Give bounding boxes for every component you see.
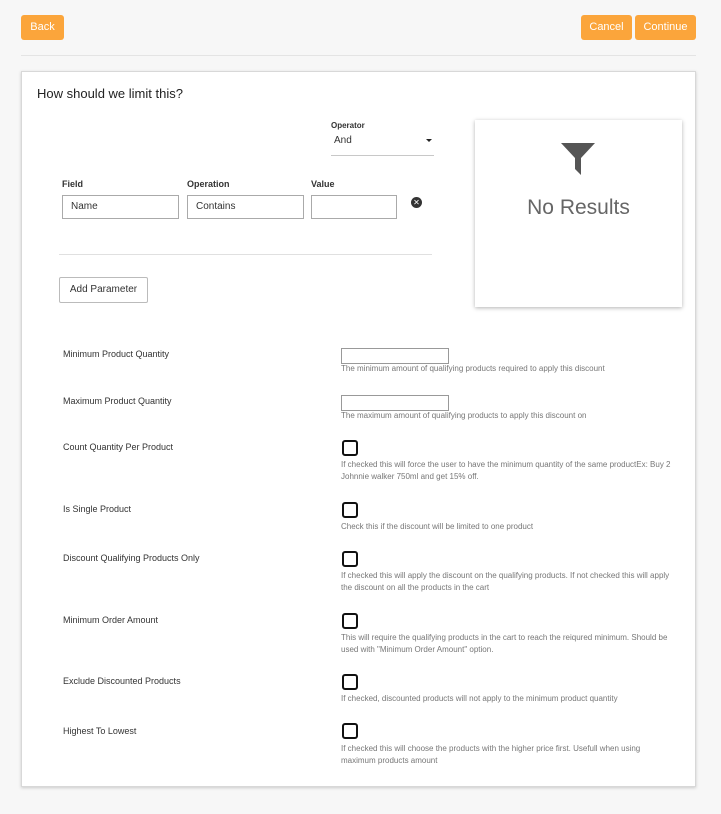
operator-value: And — [334, 135, 352, 146]
back-button[interactable]: Back — [21, 15, 64, 40]
header-divider — [21, 55, 696, 56]
highest-to-lowest-checkbox[interactable] — [342, 723, 358, 739]
no-results-text: No Results — [527, 196, 630, 219]
remove-parameter-icon[interactable]: ✕ — [411, 197, 422, 208]
min-order-desc: This will require the qualifying products in the cart to reach the reiqured minimum. Should be used with "Minimum Order Amount" option. — [341, 633, 668, 654]
count-per-product-desc: If checked this will force the user to have the minimum quantity of the same productEx: Buy 2 Johnnie walker 750ml and get 15% off. — [341, 460, 671, 481]
max-qty-label: Maximum Product Quantity — [63, 396, 172, 406]
exclude-discounted-checkbox[interactable] — [342, 674, 358, 690]
field-input[interactable]: Name — [62, 195, 179, 219]
single-product-label: Is Single Product — [63, 504, 132, 514]
count-per-product-checkbox[interactable] — [342, 440, 358, 456]
funnel-icon — [560, 141, 596, 177]
highest-to-lowest-desc: If checked this will choose the products with the higher price first. Usefull when using maximum products amount — [341, 744, 641, 765]
min-qty-label: Minimum Product Quantity — [63, 349, 170, 359]
operation-column-label: Operation — [187, 179, 230, 189]
operator-label: Operator — [331, 121, 365, 130]
exclude-discounted-desc: If checked, discounted products will not apply to the minimum product quantity — [341, 694, 618, 703]
count-per-product-label: Count Quantity Per Product — [63, 442, 174, 452]
limit-card — [21, 71, 696, 787]
value-column-label: Value — [311, 179, 335, 189]
chevron-down-icon — [426, 139, 432, 142]
operator-select[interactable] — [331, 130, 434, 156]
parameter-divider — [59, 254, 432, 255]
card-title: How should we limit this? — [37, 86, 183, 101]
cancel-button[interactable]: Cancel — [581, 15, 632, 40]
value-input[interactable] — [311, 195, 397, 219]
min-order-checkbox[interactable] — [342, 613, 358, 629]
qualifying-only-label: Discount Qualifying Products Only — [63, 553, 200, 563]
min-order-label: Minimum Order Amount — [63, 615, 159, 625]
highest-to-lowest-label: Highest To Lowest — [63, 726, 137, 736]
single-product-desc: Check this if the discount will be limited to one product — [341, 522, 534, 531]
field-column-label: Field — [62, 179, 84, 189]
min-qty-input[interactable] — [341, 348, 449, 364]
add-parameter-button[interactable]: Add Parameter — [59, 277, 148, 303]
results-panel — [475, 120, 682, 307]
exclude-discounted-label: Exclude Discounted Products — [63, 676, 181, 686]
qualifying-only-checkbox[interactable] — [342, 551, 358, 567]
operation-input[interactable]: Contains — [187, 195, 304, 219]
min-qty-desc: The minimum amount of qualifying products required to apply this discount — [341, 364, 605, 373]
max-qty-input[interactable] — [341, 395, 449, 411]
single-product-checkbox[interactable] — [342, 502, 358, 518]
max-qty-desc: The maximum amount of qualifying products to apply this discount on — [341, 411, 587, 420]
continue-button[interactable]: Continue — [635, 15, 696, 40]
qualifying-only-desc: If checked this will apply the discount on the qualifying products. If not checked this will apply the discount on all the products in the cart — [341, 571, 670, 592]
